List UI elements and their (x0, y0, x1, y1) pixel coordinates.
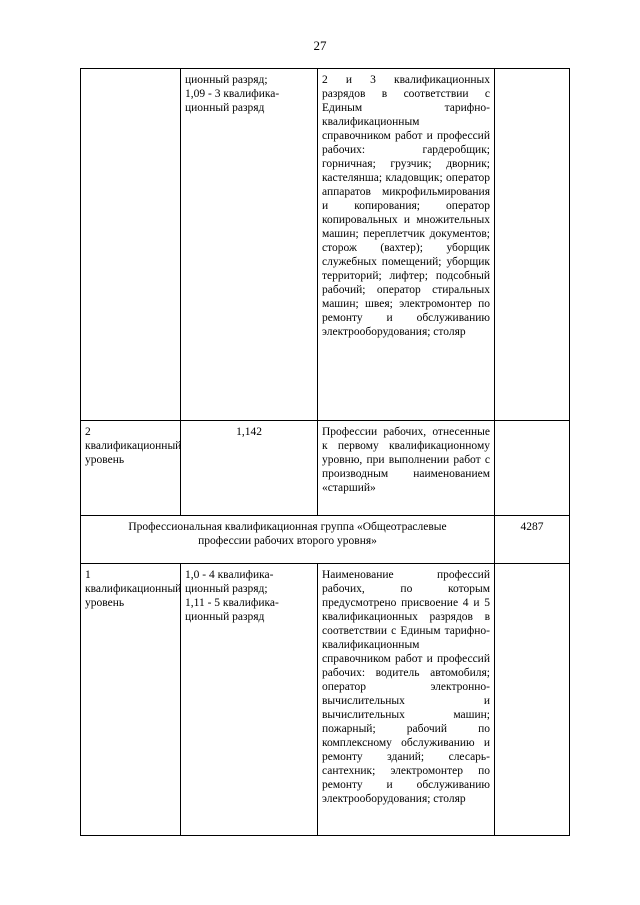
level-cell: 1 квалификационный уровень (81, 564, 181, 836)
coefficient-line: 1,142 (236, 426, 262, 438)
salary-cell (495, 421, 570, 516)
level-cell: 2 квалификационный уровень (81, 421, 181, 516)
group-title-line: Профессиональная квалификационная группа «Общеотраслевые (128, 521, 447, 533)
group-header-row (81, 516, 570, 564)
coefficient-line: ционный разряд (185, 102, 265, 114)
coefficient-line: 1,09 - 3 квалифика- (185, 88, 280, 100)
salary-cell (495, 564, 570, 836)
coefficient-line: 1,0 - 4 квалифика- (185, 569, 274, 581)
professions-cell: Наименование профессий рабочих, по которым предусмотрено присвоение 4 и 5 квалификационных разрядов в соответствии с Единым тарифно-квалификационным справочником работ и профессий рабочих: водитель автомобиля; оператор электронно-вычислительных и вычислительных машин; пожарный; рабочий по комплексному обслуживанию и ремонту зданий; слесарь-сантехник; электромонтер по ремонту и обслуживанию электрооборудования; столяр (318, 564, 495, 836)
coefficient-line: ционный разряд (185, 611, 265, 623)
table-row (81, 69, 570, 421)
salary-cell (495, 69, 570, 421)
coefficient-line: ционный разряд; (185, 583, 268, 595)
coefficient-cell (181, 69, 318, 421)
coefficient-cell (181, 564, 318, 836)
group-title (81, 516, 495, 564)
page-number: 27 (313, 38, 327, 53)
group-title-line: профессии рабочих второго уровня» (198, 535, 377, 547)
group-salary: 4287 (495, 516, 570, 564)
coefficient-cell (181, 421, 318, 516)
qualification-table (80, 68, 570, 836)
professions-cell: Профессии рабочих, отнесенные к первому квалификационному уровню, при выполнении работ с производным наименованием «старший» (318, 421, 495, 516)
level-cell (81, 69, 181, 421)
coefficient-line: 1,11 - 5 квалифика- (185, 597, 279, 609)
table-row (81, 564, 570, 836)
table-row (81, 421, 570, 516)
coefficient-line: ционный разряд; (185, 74, 268, 86)
professions-cell: 2 и 3 квалификационных разрядов в соответствии с Единым тарифно-квалификационным справочником работ и профессий рабочих: гардеробщик; горничная; грузчик; дворник; кастелянша; кладовщик; оператор аппаратов микрофильмирования и копирования; оператор копировальных и множительных машин; переплетчик документов; сторож (вахтер); уборщик служебных помещений; уборщик территорий; лифтер; подсобный рабочий; оператор стиральных машин; швея; электромонтер по ремонту и обслуживанию электрооборудования; столяр (318, 69, 495, 421)
